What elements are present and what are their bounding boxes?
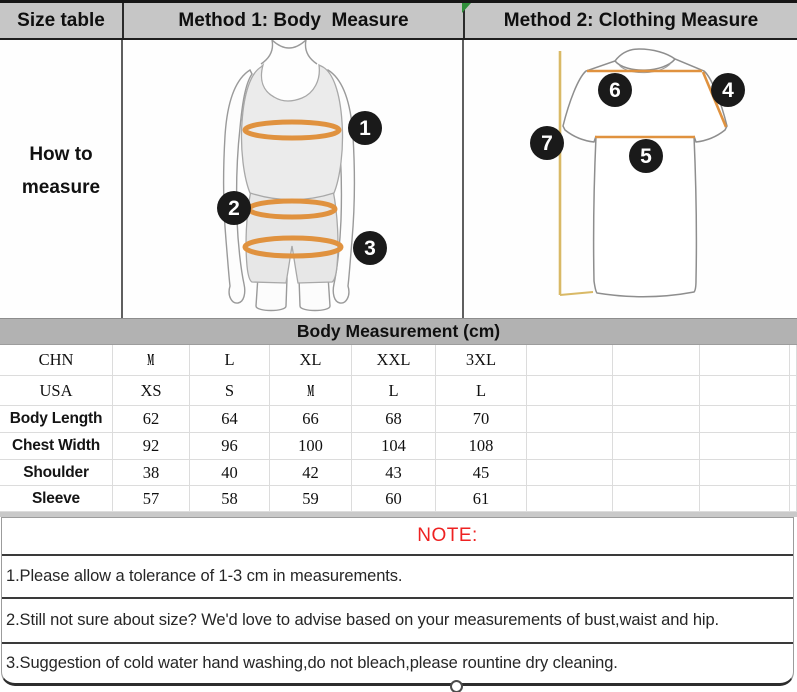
body-measurement-title: Body Measurement (cm) [296,321,501,341]
marker-3-number: 3 [364,237,376,260]
empty-cell [790,486,797,512]
size-table-title: Size table [17,9,105,31]
note-title: NOTE: [417,525,478,546]
marker-5-number: 5 [640,145,652,168]
empty-cell [527,376,613,406]
empty-cell [613,406,700,433]
illustration-band [0,40,797,318]
size-cell: 3XL [436,345,527,376]
empty-cell [527,460,613,486]
measure-cell: 42 [270,460,352,486]
measure-cell: 64 [190,406,270,433]
how-to-measure-label [0,138,122,204]
measure-cell: 62 [113,406,190,433]
size-cell: XXL [352,345,436,376]
empty-cell [700,406,790,433]
empty-cell [613,486,700,512]
size-cell: L [352,376,436,406]
empty-cell [527,433,613,460]
empty-cell [790,376,797,406]
neck-outline [261,40,317,64]
empty-cell [700,433,790,460]
row-label-body-length: Body Length [0,406,113,433]
marker-4-number: 4 [722,79,734,102]
size-cell [113,345,190,376]
empty-cell [700,376,790,406]
empty-cell [527,345,613,376]
row-label-chest-width: Chest Width [0,433,113,460]
note-item-1: 1.Please allow a tolerance of 1-3 cm in measurements. [2,556,793,599]
row-label-shoulder: Shoulder [0,460,113,486]
measure-cell: 60 [352,486,436,512]
length-line-foot [560,292,593,295]
tank-top [241,65,342,200]
empty-cell [613,345,700,376]
row-label-usa: USA [0,376,113,406]
measure-cell: 58 [190,486,270,512]
cell-corner-marker-icon [462,3,471,13]
selection-handle [450,680,463,692]
size-cell [270,376,352,406]
header-cell-size-table [0,3,122,38]
measure-cell: 57 [113,486,190,512]
empty-cell [700,486,790,512]
method1-title: Method 1: Body Measure [178,9,409,31]
marker-1-number: 1 [359,117,371,140]
empty-cell [790,406,797,433]
how-to-line2: measure [21,177,101,198]
empty-cell [527,406,613,433]
measure-cell: 96 [190,433,270,460]
size-value: M [306,380,314,400]
measure-cell: 104 [352,433,436,460]
marker-6-number: 6 [609,79,621,102]
how-to-line1: How to [29,144,93,165]
header-cell-method2 [463,3,797,38]
empty-cell [527,486,613,512]
size-value: M [147,350,155,369]
method2-title: Method 2: Clothing Measure [503,9,759,31]
measure-cell: 61 [436,486,527,512]
measure-cell: 66 [270,406,352,433]
size-table [0,345,797,512]
measure-cell: 38 [113,460,190,486]
measure-cell: 45 [436,460,527,486]
note-title-row [2,518,793,556]
size-cell: L [190,345,270,376]
size-cell: S [190,376,270,406]
note-item-3: 3.Suggestion of cold water hand washing,do not bleach,please rountine dry cleaning. [6,654,618,672]
tshirt-illustration [463,40,797,318]
header-cell-method1 [122,3,463,38]
empty-cell [613,376,700,406]
body-figure-illustration [122,40,463,318]
empty-cell [700,460,790,486]
empty-cell [790,345,797,376]
measure-cell: 108 [436,433,527,460]
marker-7-number: 7 [541,132,553,155]
empty-cell [790,460,797,486]
row-label-chn: CHN [0,345,113,376]
row-label-sleeve: Sleeve [0,486,113,512]
measure-cell: 70 [436,406,527,433]
body-measurement-bar [0,318,797,345]
measure-cell: 100 [270,433,352,460]
measure-cell: 59 [270,486,352,512]
size-cell: XL [270,345,352,376]
measure-cell: 43 [352,460,436,486]
empty-cell [700,345,790,376]
size-cell: XS [113,376,190,406]
measure-cell: 92 [113,433,190,460]
size-cell: L [436,376,527,406]
measure-cell: 40 [190,460,270,486]
note-item-2: 2.Still not sure about size? We'd love to advise based on your measurements of bust,waist and hip. [2,599,793,644]
header-row [0,0,797,40]
empty-cell [613,433,700,460]
measure-cell: 68 [352,406,436,433]
empty-cell [790,433,797,460]
empty-cell [613,460,700,486]
marker-2-number: 2 [228,197,240,220]
note-section [1,517,794,686]
